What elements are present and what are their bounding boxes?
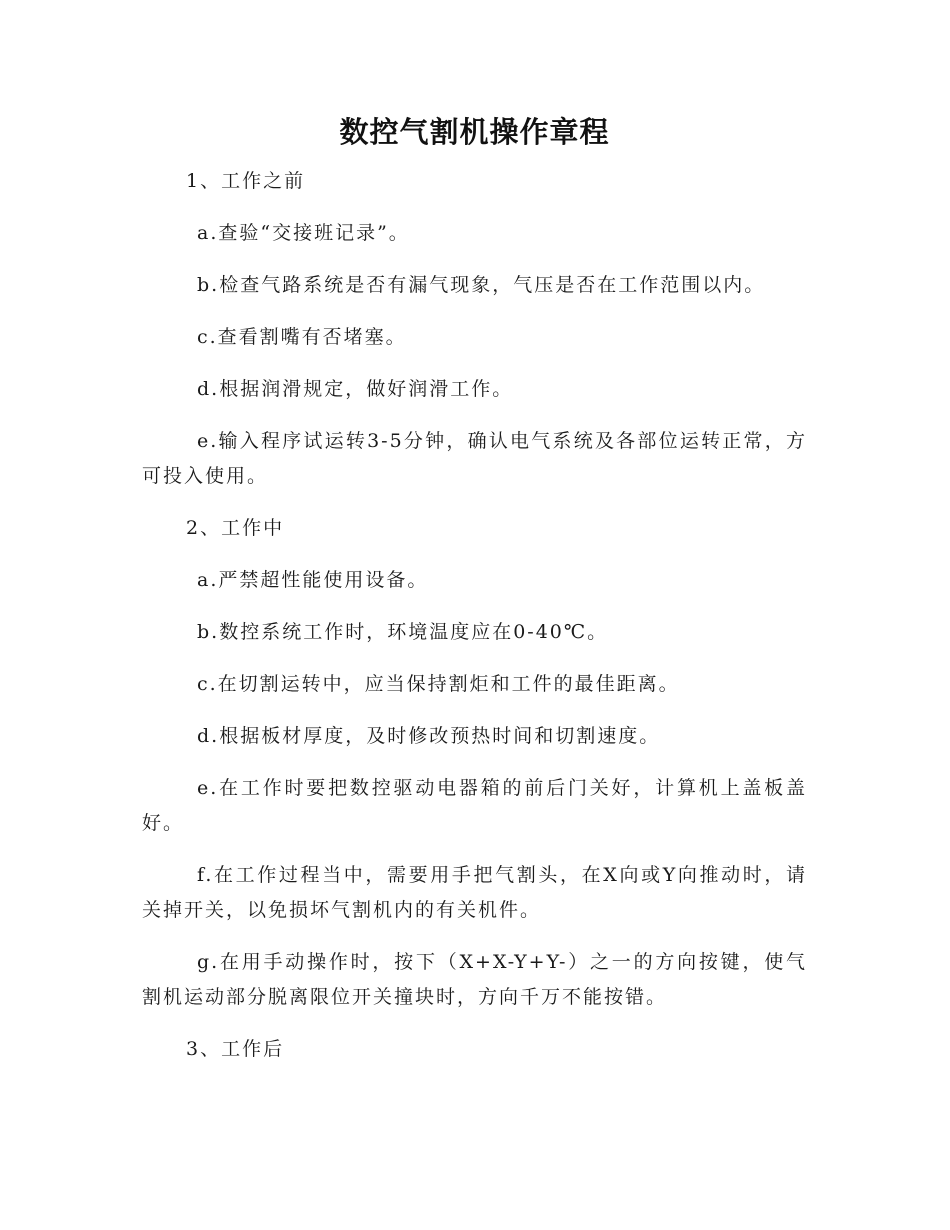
section-heading: 3、工作后 [186, 1038, 285, 1060]
list-item: c.查看割嘴有否堵塞。 [197, 326, 407, 348]
list-item: a.严禁超性能使用设备。 [197, 569, 429, 591]
section-heading: 2、工作中 [186, 517, 285, 539]
list-item: d.根据润滑规定，做好润滑工作。 [197, 378, 514, 400]
document-body [142, 164, 807, 1084]
list-item: b.数控系统工作时，环境温度应在0-40℃。 [197, 621, 609, 643]
list-item: f.在工作过程当中，需要用手把气割头，在X向或Y向推动时，请关掉开关，以免损坏气割机内的有关机件。 [142, 864, 807, 921]
document-title: 数控气割机操作章程 [339, 115, 610, 149]
list-item: d.根据板材厚度，及时修改预热时间和切割速度。 [197, 725, 661, 747]
list-item: e.输入程序试运转3-5分钟，确认电气系统及各部位运转正常，方可投入使用。 [142, 430, 807, 487]
list-item: a.查验“交接班记录”。 [197, 222, 410, 244]
section-heading: 1、工作之前 [186, 170, 306, 192]
list-item: b.检查气路系统是否有漏气现象，气压是否在工作范围以内。 [197, 274, 766, 296]
list-item: e.在工作时要把数控驱动电器箱的前后门关好，计算机上盖板盖好。 [142, 777, 807, 834]
list-item: c.在切割运转中，应当保持割炬和工件的最佳距离。 [197, 673, 680, 695]
list-item: g.在用手动操作时，按下（X+X-Y+Y-）之一的方向按键，使气割机运动部分脱离限位开关撞块时，方向千万不能按错。 [142, 951, 807, 1008]
